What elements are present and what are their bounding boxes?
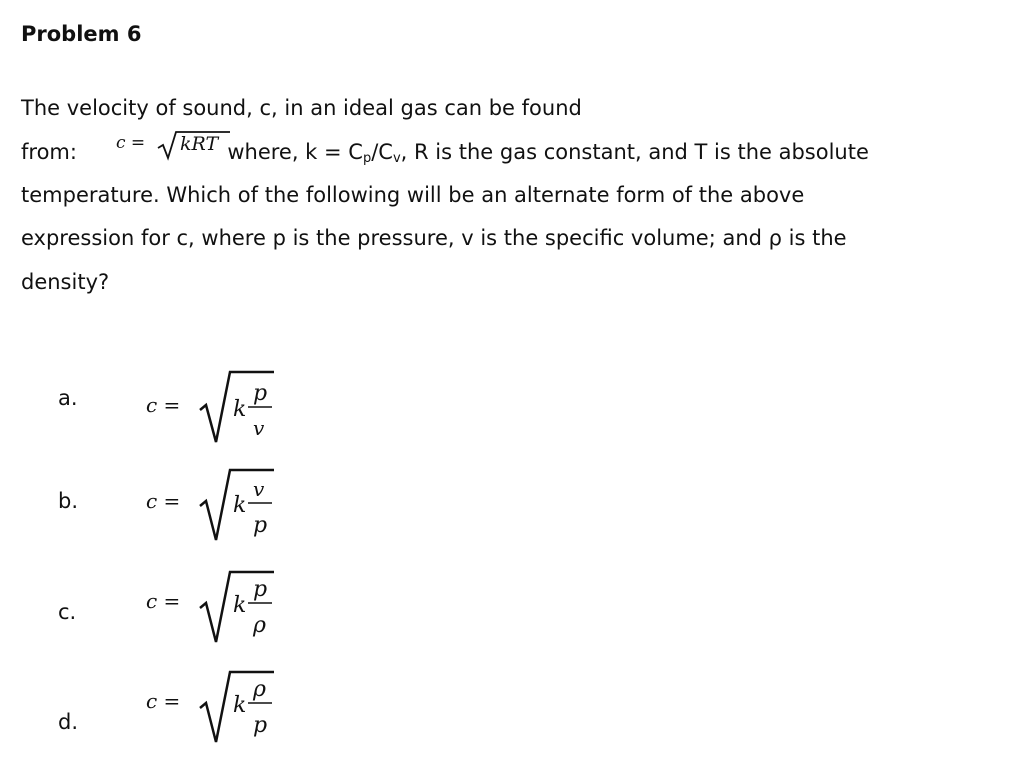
choice-a-numerator: p [253, 381, 268, 406]
choice-d-lhs: c = [146, 689, 181, 713]
choice-a-lhs: c = [146, 393, 181, 417]
problem-title: Problem 6 [21, 22, 142, 46]
question-line-4: expression for c, where p is the pressure, v is the specific volume; and ρ is the [21, 226, 847, 250]
choice-c-lhs: c = [146, 589, 181, 613]
choice-d-factor: k [233, 693, 247, 718]
choice-d-numerator: ρ [253, 677, 266, 702]
choice-d-label[interactable]: d. [58, 710, 79, 734]
cp-subscript: p [362, 151, 372, 166]
choice-a-formula[interactable] [140, 360, 290, 450]
choice-d-denominator: p [253, 713, 268, 738]
question-line-3: temperature. Which of the following will be an alternate form of the above [21, 183, 805, 207]
choice-b-label[interactable]: b. [58, 489, 79, 513]
slash-text: /C [371, 140, 393, 164]
choice-c-formula[interactable] [140, 562, 290, 652]
choice-b-denominator: p [253, 513, 268, 538]
choice-b-numerator: v [253, 477, 265, 501]
question-line-5: density? [21, 270, 110, 294]
choice-b-lhs: c = [146, 489, 181, 513]
cv-subscript: v [392, 151, 401, 166]
choice-c-factor: k [233, 593, 247, 618]
question-line-1: The velocity of sound, c, in an ideal gas can be found [21, 96, 582, 120]
choice-c-label[interactable]: c. [58, 600, 77, 624]
choice-b-formula[interactable] [140, 460, 290, 550]
choice-a-label[interactable]: a. [58, 386, 78, 410]
choice-c-denominator: ρ [253, 613, 266, 638]
choice-b-factor: k [233, 493, 247, 518]
given-formula-lhs: c = [116, 133, 146, 153]
where-rest-text: , R is the gas constant, and T is the absolute [400, 140, 869, 164]
given-formula-radicand: kRT [180, 133, 219, 155]
from-label: from: [21, 140, 77, 164]
given-formula [112, 126, 236, 162]
choice-d-formula[interactable] [140, 662, 290, 752]
where-text: where, k = C [227, 140, 363, 164]
choice-a-factor: k [233, 397, 247, 422]
choice-a-denominator: v [253, 416, 265, 440]
choice-c-numerator: p [253, 577, 268, 602]
